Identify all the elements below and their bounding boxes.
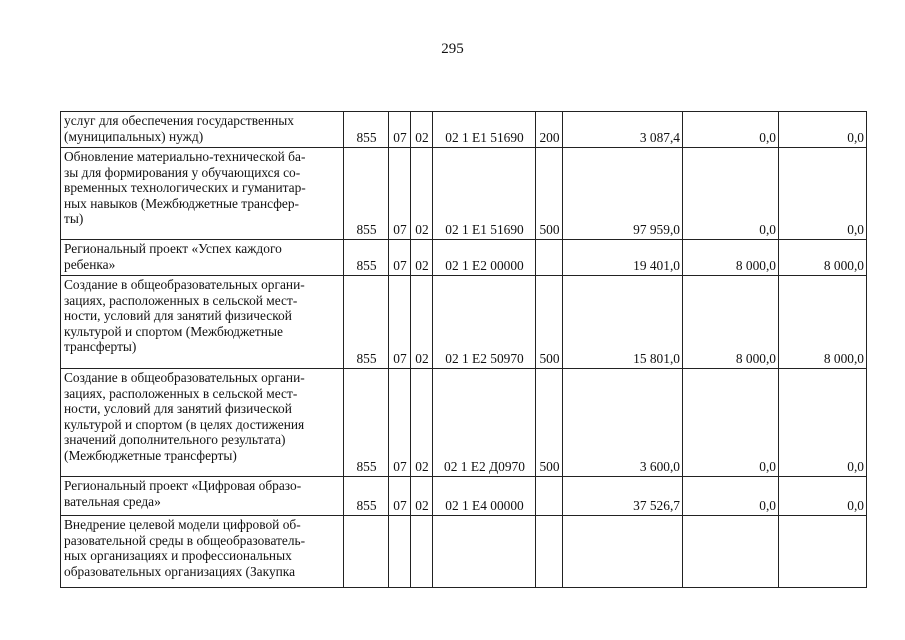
cell-amount-year-3 — [779, 516, 867, 588]
cell-target-article-code — [433, 516, 536, 588]
cell-amount-year-3: 8 000,0 — [779, 240, 867, 276]
cell-section-code: 07 — [389, 148, 411, 240]
cell-department-code: 855 — [344, 276, 389, 369]
cell-amount-year-1: 15 801,0 — [563, 276, 683, 369]
cell-item-name — [61, 240, 344, 276]
cell-amount-year-3: 8 000,0 — [779, 276, 867, 369]
cell-item-name — [61, 516, 344, 588]
cell-section-code — [389, 516, 411, 588]
item-name-line: ности, условий для занятий физической — [64, 401, 292, 417]
cell-section-code: 07 — [389, 369, 411, 477]
cell-expense-type-code — [536, 516, 563, 588]
cell-expense-type-code: 200 — [536, 112, 563, 148]
item-name-line: зы для формирования у обучающихся со- — [64, 164, 301, 180]
cell-item-name — [61, 276, 344, 369]
cell-subsection-code: 02 — [411, 276, 433, 369]
cell-expense-type-code — [536, 477, 563, 516]
table-row — [61, 148, 867, 240]
cell-amount-year-3: 0,0 — [779, 148, 867, 240]
item-name-line: зациях, расположенных в сельской мест- — [64, 385, 298, 401]
cell-department-code — [344, 516, 389, 588]
item-name-line: культурой и спортом (Межбюджетные — [64, 323, 283, 339]
table-row — [61, 477, 867, 516]
cell-amount-year-2: 0,0 — [683, 477, 779, 516]
cell-amount-year-1: 3 600,0 — [563, 369, 683, 477]
cell-department-code: 855 — [344, 240, 389, 276]
cell-target-article-code: 02 1 E2 00000 — [433, 240, 536, 276]
item-name-line: образовательных организациях (Закупка — [64, 563, 296, 579]
item-name-line: Создание в общеобразовательных органи- — [64, 277, 305, 292]
item-name-line: разовательной среды в общеобразователь- — [64, 532, 306, 548]
cell-target-article-code: 02 1 E2 50970 — [433, 276, 536, 369]
cell-target-article-code: 02 1 E1 51690 — [433, 148, 536, 240]
cell-target-article-code: 02 1 E2 Д0970 — [433, 369, 536, 477]
cell-department-code: 855 — [344, 369, 389, 477]
cell-amount-year-2: 8 000,0 — [683, 276, 779, 369]
cell-amount-year-3: 0,0 — [779, 112, 867, 148]
table-row — [61, 516, 867, 588]
cell-item-name — [61, 112, 344, 148]
cell-expense-type-code: 500 — [536, 276, 563, 369]
item-name-line: Региональный проект «Цифровая образо- — [64, 478, 302, 493]
cell-item-name — [61, 148, 344, 240]
item-name-line: Создание в общеобразовательных органи- — [64, 370, 305, 385]
cell-amount-year-1: 97 959,0 — [563, 148, 683, 240]
budget-table-body — [61, 112, 867, 588]
page-number: 295 — [441, 41, 464, 57]
cell-amount-year-2: 0,0 — [683, 369, 779, 477]
cell-amount-year-2: 8 000,0 — [683, 240, 779, 276]
item-name-line: ребенка» — [64, 256, 116, 272]
cell-target-article-code: 02 1 E4 00000 — [433, 477, 536, 516]
cell-target-article-code: 02 1 E1 51690 — [433, 112, 536, 148]
cell-amount-year-3: 0,0 — [779, 477, 867, 516]
cell-subsection-code: 02 — [411, 112, 433, 148]
cell-subsection-code: 02 — [411, 369, 433, 477]
cell-expense-type-code: 500 — [536, 369, 563, 477]
item-name-line: временных технологических и гуманитар- — [64, 180, 306, 196]
cell-department-code: 855 — [344, 148, 389, 240]
cell-department-code: 855 — [344, 112, 389, 148]
cell-expense-type-code: 500 — [536, 148, 563, 240]
item-name-line: ных навыков (Межбюджетные трансфер- — [64, 195, 300, 211]
item-name-line: услуг для обеспечения государственных — [64, 113, 294, 128]
cell-section-code: 07 — [389, 112, 411, 148]
table-row — [61, 112, 867, 148]
item-name-line: (Межбюджетные трансферты) — [64, 447, 237, 463]
item-name-line: вательная среда» — [64, 493, 161, 509]
cell-section-code: 07 — [389, 477, 411, 516]
cell-section-code: 07 — [389, 276, 411, 369]
budget-table — [60, 111, 867, 588]
item-name-line: Внедрение целевой модели цифровой об- — [64, 517, 301, 532]
cell-amount-year-1 — [563, 516, 683, 588]
item-name-line: трансферты) — [64, 339, 137, 355]
item-name-line: ности, условий для занятий физической — [64, 308, 292, 324]
item-name-line: Региональный проект «Успех каждого — [64, 241, 282, 256]
table-row — [61, 240, 867, 276]
cell-amount-year-3: 0,0 — [779, 369, 867, 477]
item-name-line: ты) — [64, 211, 84, 227]
item-name-line: культурой и спортом (в целях достижения — [64, 416, 305, 432]
cell-department-code: 855 — [344, 477, 389, 516]
cell-amount-year-1: 3 087,4 — [563, 112, 683, 148]
cell-item-name — [61, 369, 344, 477]
cell-amount-year-2 — [683, 516, 779, 588]
item-name-line: зациях, расположенных в сельской мест- — [64, 292, 298, 308]
item-name-line: Обновление материально-технической ба- — [64, 149, 306, 164]
cell-expense-type-code — [536, 240, 563, 276]
cell-subsection-code — [411, 516, 433, 588]
cell-item-name — [61, 477, 344, 516]
cell-amount-year-2: 0,0 — [683, 112, 779, 148]
item-name-line: значений дополнительного результата) — [64, 432, 286, 448]
cell-section-code: 07 — [389, 240, 411, 276]
cell-subsection-code: 02 — [411, 240, 433, 276]
cell-amount-year-2: 0,0 — [683, 148, 779, 240]
table-row — [61, 369, 867, 477]
item-name-line: (муниципальных) нужд) — [64, 128, 204, 144]
cell-subsection-code: 02 — [411, 477, 433, 516]
cell-amount-year-1: 37 526,7 — [563, 477, 683, 516]
cell-subsection-code: 02 — [411, 148, 433, 240]
item-name-line: ных организациях и профессиональных — [64, 548, 292, 564]
cell-amount-year-1: 19 401,0 — [563, 240, 683, 276]
table-row — [61, 276, 867, 369]
